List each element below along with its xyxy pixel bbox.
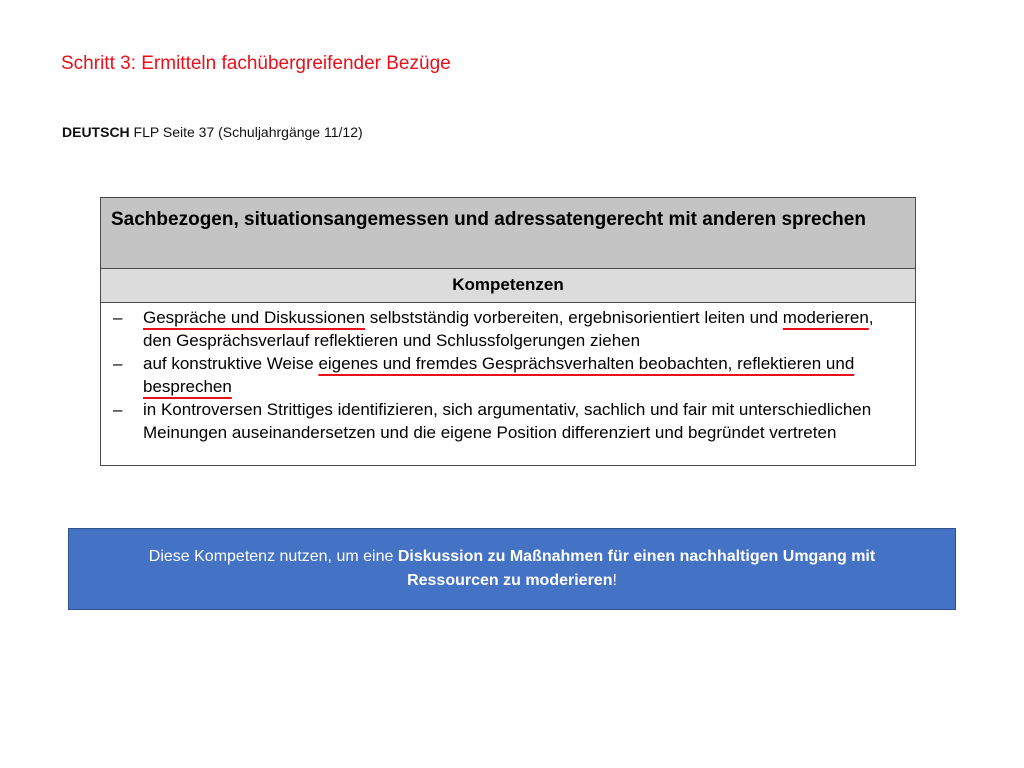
callout-lead: Diese Kompetenz nutzen, um eine [148, 548, 398, 565]
item-text: selbstständig vorbereiten, ergebnisorientiert leiten und [365, 308, 783, 327]
bullet-dash: – [113, 308, 123, 327]
source-reference [62, 124, 363, 140]
list-item [111, 352, 905, 398]
callout-emphasis: Diskussion zu Maßnahmen für einen nachhaltigen Umgang mit Ressourcen zu moderieren [397, 548, 876, 589]
task-callout [68, 528, 956, 610]
bullet-dash: – [113, 354, 123, 373]
competence-list [101, 303, 915, 465]
underlined-phrase: eigenes und fremdes Gesprächsverhalten beobachten, reflektieren und besprechen [143, 354, 855, 396]
item-text: in Kontroversen Strittiges identifizieren, sich argumentativ, sachlich und fair mit unterschiedlichen Meinungen auseinandersetzen und die eigene Position differenziert und begründet vertreten [143, 400, 872, 442]
underlined-phrase: moderieren [782, 308, 869, 327]
bullet-dash: – [113, 400, 123, 419]
table-subheading: Kompetenzen [101, 269, 915, 303]
underlined-phrase: Gespräche und Diskussionen [143, 308, 366, 327]
callout-tail: ! [612, 572, 617, 589]
slide-title: Schritt 3: Ermitteln fachübergreifender Bezüge [61, 53, 451, 74]
competence-table [100, 197, 916, 466]
item-text: , den Gesprächsverlauf reflektieren und Schlussfolgerungen ziehen [143, 308, 874, 350]
source-subject: DEUTSCH [62, 124, 130, 140]
table-heading: Sachbezogen, situationsangemessen und adressatengerecht mit anderen sprechen [101, 198, 915, 269]
list-item [111, 398, 905, 444]
source-detail: FLP Seite 37 (Schuljahrgänge 11/12) [129, 124, 363, 140]
item-text: auf konstruktive Weise [143, 354, 319, 373]
list-item [111, 306, 905, 352]
